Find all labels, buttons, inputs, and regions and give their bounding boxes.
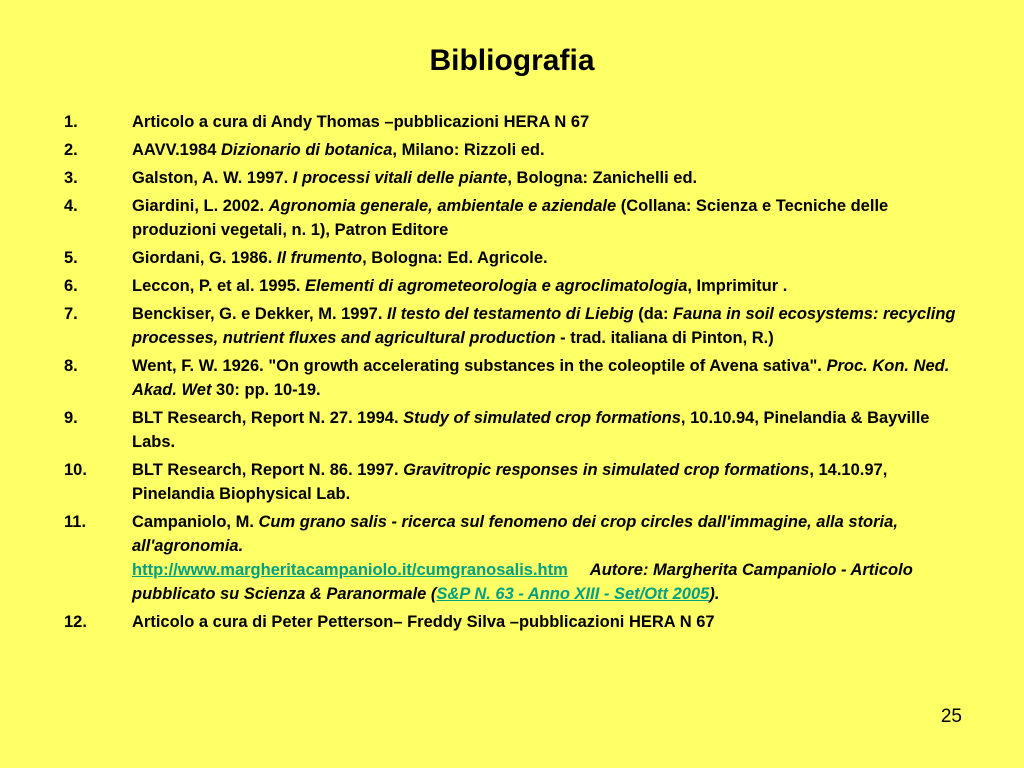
scienza-paranormale-issue-link[interactable]: S&P N. 63 - Anno XIII - Set/Ott 2005 bbox=[436, 585, 710, 603]
reference-publisher: , Bologna: Zanichelli ed. bbox=[507, 169, 698, 187]
reference-publisher: - trad. italiana di Pinton, R.) bbox=[555, 329, 774, 347]
reference-text: Articolo a cura di Peter Petterson– Freddy Silva –pubblicazioni HERA N 67 bbox=[132, 613, 715, 631]
reference-author: Giordani, G. 1986. bbox=[132, 249, 277, 267]
reference-number: 3. bbox=[64, 169, 78, 187]
reference-title: Study of simulated crop formations bbox=[403, 409, 681, 427]
reference-number: 10. bbox=[64, 461, 87, 479]
reference-item bbox=[64, 302, 964, 350]
reference-number: 2. bbox=[64, 141, 78, 159]
reference-author: AAVV.1984 bbox=[132, 141, 221, 159]
reference-author: BLT Research, Report N. 86. 1997. bbox=[132, 461, 404, 479]
reference-title: Gravitropic responses in simulated crop formations bbox=[403, 461, 810, 479]
reference-title: Elementi di agrometeorologia e agroclimatologia bbox=[305, 277, 688, 295]
reference-item bbox=[64, 458, 964, 506]
reference-number: 5. bbox=[64, 249, 78, 267]
page-number: 25 bbox=[940, 706, 962, 727]
reference-source-title: Fauna in soil ecosystems: recycling processes, nutrient fluxes and agricultural production bbox=[132, 305, 956, 347]
reference-number: 7. bbox=[64, 305, 78, 323]
reference-item bbox=[64, 166, 964, 190]
reference-item bbox=[64, 510, 964, 606]
reference-note-end: ). bbox=[709, 585, 720, 603]
reference-item bbox=[64, 274, 964, 298]
reference-text: Articolo a cura di Andy Thomas –pubblicazioni HERA N 67 bbox=[132, 113, 590, 131]
reference-item bbox=[64, 246, 964, 270]
reference-author: Galston, A. W. 1997. bbox=[132, 169, 293, 187]
slide-title: Bibliografia bbox=[429, 44, 595, 77]
reference-title: I processi vitali delle piante bbox=[292, 169, 508, 187]
reference-author: Giardini, L. 2002. bbox=[132, 197, 269, 215]
reference-publisher: 30: pp. 10-19. bbox=[211, 381, 321, 399]
reference-author: Benckiser, G. e Dekker, M. 1997. bbox=[132, 305, 387, 323]
reference-publisher: , Bologna: Ed. Agricole. bbox=[362, 249, 548, 267]
reference-note: Autore: Margherita Campaniolo - Articolo pubblicato su Scienza & Paranormale ( bbox=[132, 561, 913, 603]
reference-item bbox=[64, 406, 964, 454]
reference-item bbox=[64, 194, 964, 242]
reference-title: Dizionario di botanica bbox=[220, 141, 393, 159]
reference-item bbox=[64, 610, 964, 634]
reference-publisher: , 14.10.97, Pinelandia Biophysical Lab. bbox=[132, 461, 888, 503]
reference-number: 11. bbox=[64, 513, 87, 531]
reference-author: Campaniolo, M. bbox=[132, 513, 259, 531]
reference-author: BLT Research, Report N. 27. 1994. bbox=[132, 409, 404, 427]
reference-author: Leccon, P. et al. 1995. bbox=[132, 277, 306, 295]
reference-author: Went, F. W. 1926. "On growth accelerating substances in the coleoptile of Avena sativa". bbox=[132, 357, 827, 375]
reference-item bbox=[64, 354, 964, 402]
reference-number: 6. bbox=[64, 277, 78, 295]
reference-title: Cum grano salis - ricerca sul fenomeno dei crop circles dall'immagine, alla storia, all'agronomia. bbox=[132, 513, 898, 555]
reference-number: 9. bbox=[64, 409, 78, 427]
reference-number: 12. bbox=[64, 613, 87, 631]
bibliography-list bbox=[64, 110, 964, 638]
reference-item bbox=[64, 110, 964, 134]
reference-title: Il testo del testamento di Liebig bbox=[387, 305, 634, 323]
reference-title: Agronomia generale, ambientale e aziendale bbox=[268, 197, 617, 215]
reference-publisher: , Imprimitur . bbox=[687, 277, 788, 295]
reference-title: Proc. Kon. Ned. Akad. Wet bbox=[132, 357, 950, 399]
reference-publisher: , Milano: Rizzoli ed. bbox=[392, 141, 545, 159]
campaniolo-website-link[interactable]: http://www.margheritacampaniolo.it/cumgranosalis.htm bbox=[132, 561, 568, 579]
reference-number: 8. bbox=[64, 357, 78, 375]
reference-publisher: , 10.10.94, Pinelandia & Bayville Labs. bbox=[132, 409, 930, 451]
reference-publisher: (Collana: Scienza e Tecniche delle produzioni vegetali, n. 1), Patron Editore bbox=[132, 197, 889, 239]
reference-number: 4. bbox=[64, 197, 78, 215]
reference-item bbox=[64, 138, 964, 162]
reference-number: 1. bbox=[64, 113, 78, 131]
reference-title: Il frumento bbox=[276, 249, 363, 267]
reference-connector: (da: bbox=[633, 305, 674, 323]
